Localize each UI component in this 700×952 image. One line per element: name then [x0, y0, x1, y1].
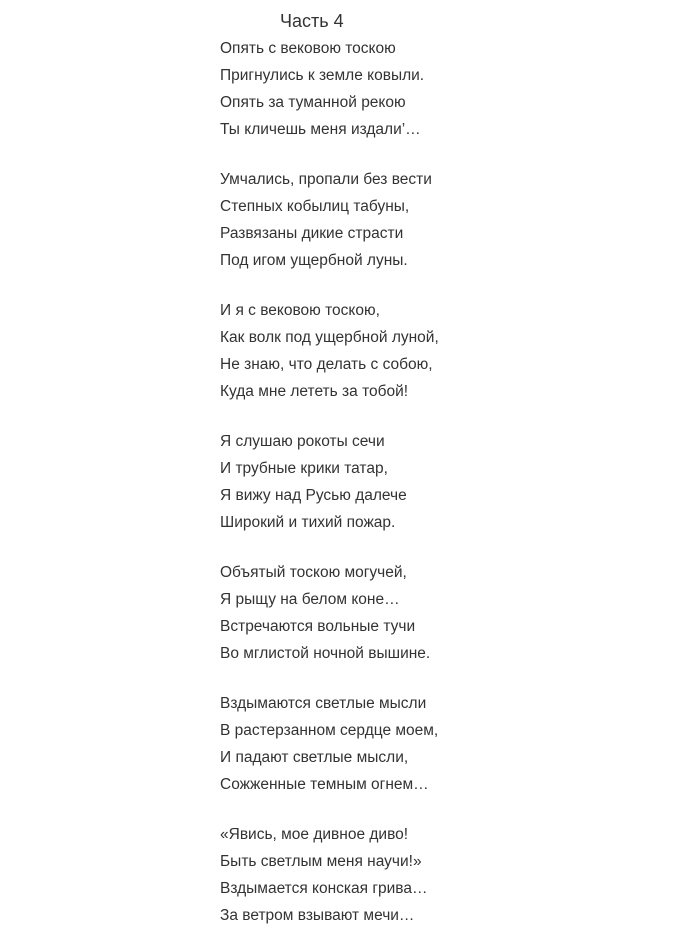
poem-line: «Явись, мое дивное диво! — [220, 826, 409, 843]
stanza-3 — [220, 297, 680, 405]
poem-line: Как волк под ущербной луной, — [220, 329, 439, 346]
poem-line: Я слушаю рокоты сечи — [220, 433, 385, 450]
poem-line: Не знаю, что делать с собою, — [220, 356, 433, 373]
poem-line: И я с вековою тоскою, — [220, 302, 380, 319]
poem-line: Вздымаются светлые мысли — [220, 695, 427, 712]
stanza-6 — [220, 690, 680, 798]
poem-line: Куда мне лететь за тобой! — [220, 383, 409, 400]
stanza-5 — [220, 559, 680, 667]
poem-line: Сожженные темным огнем… — [220, 776, 429, 793]
stanza-4 — [220, 428, 680, 536]
poem-line: Степных кобылиц табуны, — [220, 198, 410, 215]
poem-line: Под игом ущербной луны. — [220, 252, 408, 269]
poem-line: Широкий и тихий пожар. — [220, 514, 396, 531]
poem-line: Ты кличешь меня издали’… — [220, 121, 421, 138]
poem-line: Умчались, пропали без вести — [220, 171, 432, 188]
poem-line: Я рыщу на белом коне… — [220, 591, 400, 608]
poem-title: Часть 4 — [280, 11, 344, 31]
poem-line: Во мглистой ночной вышине. — [220, 645, 431, 662]
poem-line: Встречаются вольные тучи — [220, 618, 416, 635]
poem-body — [220, 35, 680, 952]
stanza-7 — [220, 821, 680, 929]
poem-line: В растерзанном сердце моем, — [220, 722, 439, 739]
poem-line: Я вижу над Русью далече — [220, 487, 407, 504]
poem-line: И падают светлые мысли, — [220, 749, 409, 766]
poem-line: И трубные крики татар, — [220, 460, 388, 477]
poem-line: Быть светлым меня научи!» — [220, 853, 422, 870]
stanza-1 — [220, 35, 680, 143]
poem-line: Развязаны дикие страсти — [220, 225, 404, 242]
poem-line: Объятый тоскою могучей, — [220, 564, 407, 581]
poem-line: За ветром взывают мечи… — [220, 907, 415, 924]
poem-line: Опять за туманной рекою — [220, 94, 406, 111]
poem-line: Опять с вековою тоскою — [220, 40, 396, 57]
poem-line: Вздымается конская грива… — [220, 880, 428, 897]
poem-line: Пригнулись к земле ковыли. — [220, 67, 425, 84]
stanza-2 — [220, 166, 680, 274]
